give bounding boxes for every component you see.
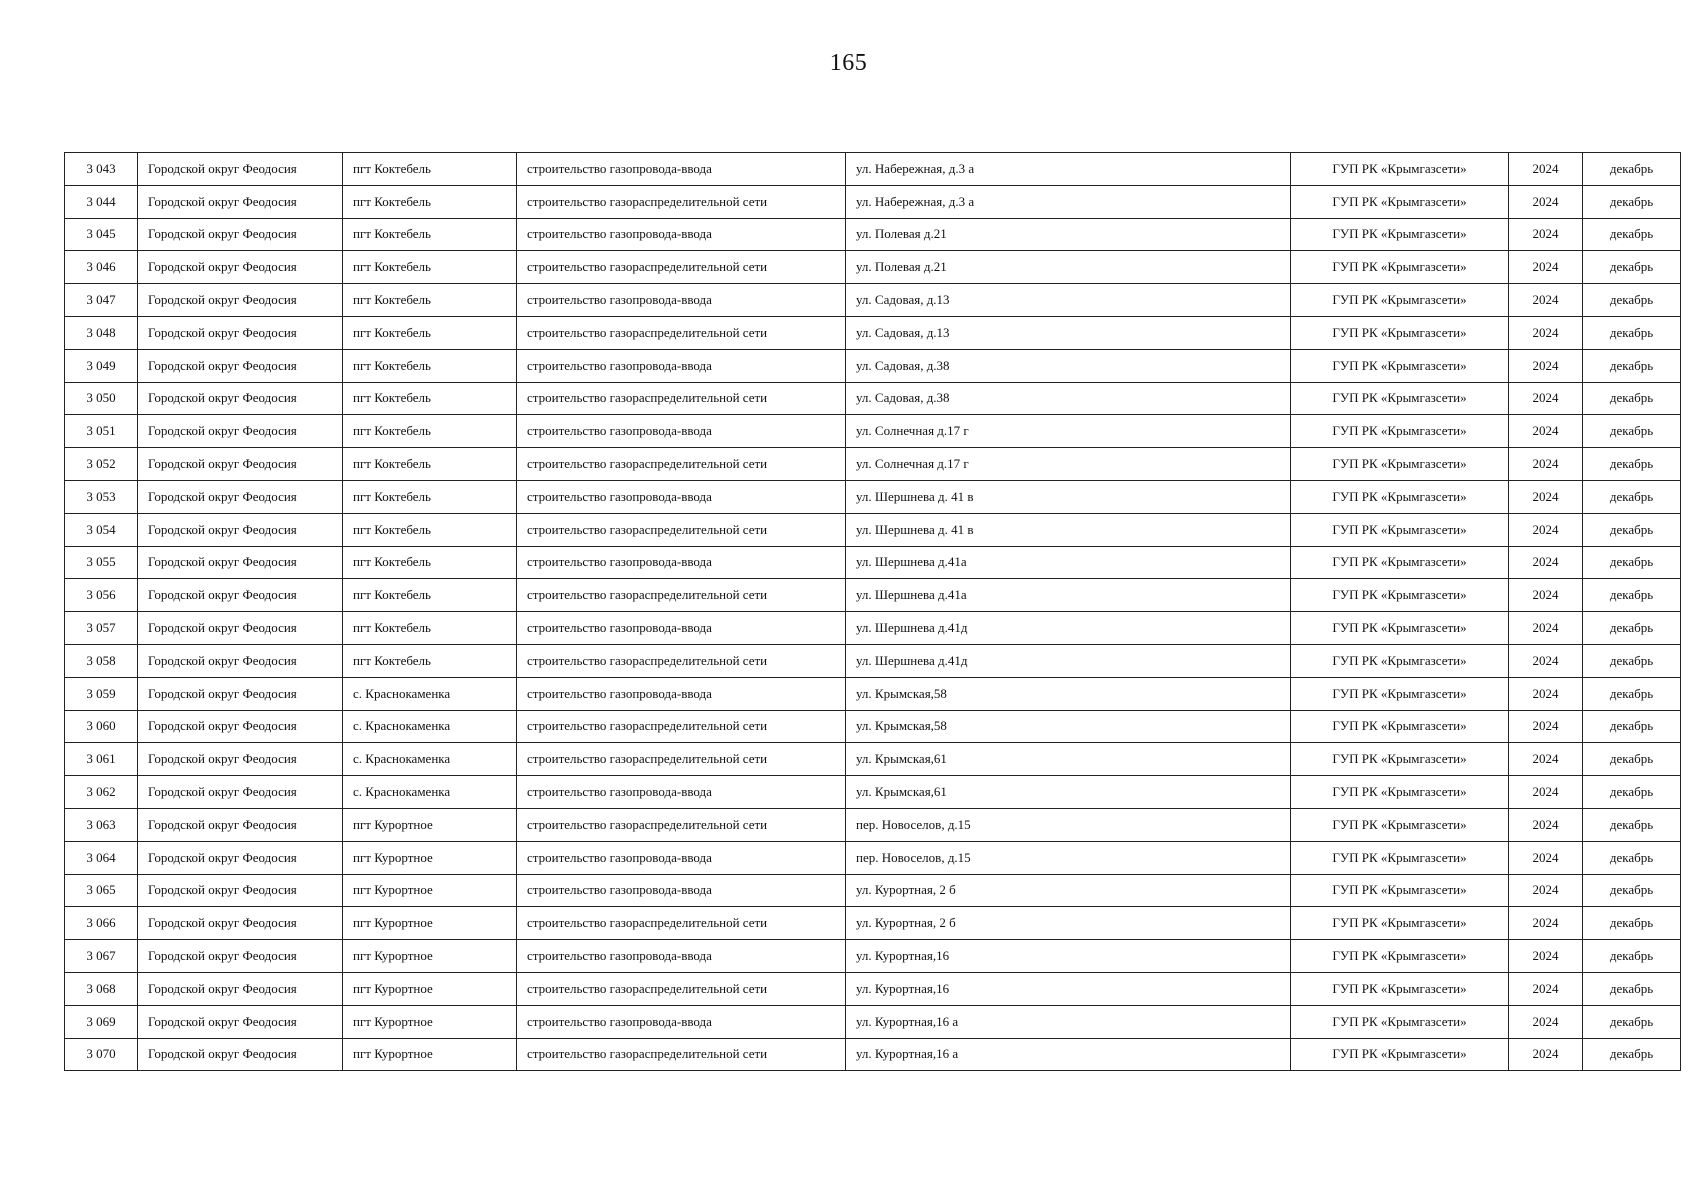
table-row: [65, 415, 1681, 448]
table-row: [65, 612, 1681, 645]
settlement-cell: пгт Курортное: [343, 940, 517, 973]
month-cell: декабрь: [1583, 251, 1681, 284]
row-number-cell: 3 065: [65, 874, 138, 907]
work-type-cell: строительство газораспределительной сети: [517, 1038, 846, 1071]
district-cell: Городской округ Феодосия: [138, 907, 343, 940]
month-cell: декабрь: [1583, 1038, 1681, 1071]
district-cell: Городской округ Феодосия: [138, 480, 343, 513]
row-number-cell: 3 050: [65, 382, 138, 415]
work-type-cell: строительство газопровода-ввода: [517, 776, 846, 809]
year-cell: 2024: [1509, 448, 1583, 481]
year-cell: 2024: [1509, 743, 1583, 776]
settlement-cell: пгт Коктебель: [343, 612, 517, 645]
organization-cell: ГУП РК «Крымгазсети»: [1291, 808, 1509, 841]
district-cell: Городской округ Феодосия: [138, 153, 343, 186]
work-type-cell: строительство газопровода-ввода: [517, 677, 846, 710]
year-cell: 2024: [1509, 940, 1583, 973]
row-number-cell: 3 069: [65, 1005, 138, 1038]
address-cell: ул. Курортная,16: [846, 940, 1291, 973]
settlement-cell: пгт Коктебель: [343, 546, 517, 579]
organization-cell: ГУП РК «Крымгазсети»: [1291, 940, 1509, 973]
table-row: [65, 546, 1681, 579]
year-cell: 2024: [1509, 776, 1583, 809]
organization-cell: ГУП РК «Крымгазсети»: [1291, 743, 1509, 776]
district-cell: Городской округ Феодосия: [138, 448, 343, 481]
table-row: [65, 349, 1681, 382]
work-type-cell: строительство газопровода-ввода: [517, 480, 846, 513]
month-cell: декабрь: [1583, 677, 1681, 710]
organization-cell: ГУП РК «Крымгазсети»: [1291, 579, 1509, 612]
organization-cell: ГУП РК «Крымгазсети»: [1291, 218, 1509, 251]
table-row: [65, 972, 1681, 1005]
organization-cell: ГУП РК «Крымгазсети»: [1291, 382, 1509, 415]
row-number-cell: 3 058: [65, 644, 138, 677]
page-number: 165: [829, 50, 868, 76]
organization-cell: ГУП РК «Крымгазсети»: [1291, 316, 1509, 349]
year-cell: 2024: [1509, 480, 1583, 513]
month-cell: декабрь: [1583, 644, 1681, 677]
organization-cell: ГУП РК «Крымгазсети»: [1291, 710, 1509, 743]
settlement-cell: пгт Коктебель: [343, 218, 517, 251]
table-row: [65, 940, 1681, 973]
year-cell: 2024: [1509, 218, 1583, 251]
month-cell: декабрь: [1583, 513, 1681, 546]
organization-cell: ГУП РК «Крымгазсети»: [1291, 415, 1509, 448]
work-type-cell: строительство газопровода-ввода: [517, 415, 846, 448]
month-cell: декабрь: [1583, 382, 1681, 415]
year-cell: 2024: [1509, 579, 1583, 612]
settlement-cell: пгт Коктебель: [343, 284, 517, 317]
address-cell: ул. Садовая, д.38: [846, 349, 1291, 382]
settlement-cell: пгт Коктебель: [343, 316, 517, 349]
district-cell: Городской округ Феодосия: [138, 382, 343, 415]
month-cell: декабрь: [1583, 579, 1681, 612]
settlement-cell: с. Краснокаменка: [343, 677, 517, 710]
district-cell: Городской округ Феодосия: [138, 513, 343, 546]
organization-cell: ГУП РК «Крымгазсети»: [1291, 513, 1509, 546]
table-row: [65, 579, 1681, 612]
work-type-cell: строительство газопровода-ввода: [517, 612, 846, 645]
table-row: [65, 1005, 1681, 1038]
table-row: [65, 1038, 1681, 1071]
organization-cell: ГУП РК «Крымгазсети»: [1291, 677, 1509, 710]
settlement-cell: пгт Коктебель: [343, 644, 517, 677]
settlement-cell: пгт Курортное: [343, 972, 517, 1005]
table-row: [65, 480, 1681, 513]
year-cell: 2024: [1509, 513, 1583, 546]
row-number-cell: 3 070: [65, 1038, 138, 1071]
table-row: [65, 710, 1681, 743]
address-cell: ул. Садовая, д.13: [846, 284, 1291, 317]
row-number-cell: 3 043: [65, 153, 138, 186]
district-cell: Городской округ Феодосия: [138, 677, 343, 710]
district-cell: Городской округ Феодосия: [138, 776, 343, 809]
address-cell: ул. Курортная,16: [846, 972, 1291, 1005]
district-cell: Городской округ Феодосия: [138, 743, 343, 776]
year-cell: 2024: [1509, 841, 1583, 874]
row-number-cell: 3 046: [65, 251, 138, 284]
work-type-cell: строительство газопровода-ввода: [517, 284, 846, 317]
month-cell: декабрь: [1583, 218, 1681, 251]
organization-cell: ГУП РК «Крымгазсети»: [1291, 185, 1509, 218]
organization-cell: ГУП РК «Крымгазсети»: [1291, 480, 1509, 513]
year-cell: 2024: [1509, 316, 1583, 349]
settlement-cell: пгт Курортное: [343, 808, 517, 841]
address-cell: ул. Крымская,61: [846, 776, 1291, 809]
work-type-cell: строительство газораспределительной сети: [517, 513, 846, 546]
month-cell: декабрь: [1583, 185, 1681, 218]
district-cell: Городской округ Феодосия: [138, 612, 343, 645]
district-cell: Городской округ Феодосия: [138, 710, 343, 743]
address-cell: пер. Новоселов, д.15: [846, 808, 1291, 841]
address-cell: ул. Крымская,61: [846, 743, 1291, 776]
settlement-cell: с. Краснокаменка: [343, 710, 517, 743]
table-row: [65, 513, 1681, 546]
table-row: [65, 808, 1681, 841]
table-row: [65, 907, 1681, 940]
row-number-cell: 3 048: [65, 316, 138, 349]
work-type-cell: строительство газопровода-ввода: [517, 940, 846, 973]
district-cell: Городской округ Феодосия: [138, 284, 343, 317]
organization-cell: ГУП РК «Крымгазсети»: [1291, 153, 1509, 186]
address-cell: ул. Шершнева д.41д: [846, 612, 1291, 645]
work-type-cell: строительство газораспределительной сети: [517, 972, 846, 1005]
work-type-cell: строительство газопровода-ввода: [517, 218, 846, 251]
work-type-cell: строительство газораспределительной сети: [517, 251, 846, 284]
organization-cell: ГУП РК «Крымгазсети»: [1291, 448, 1509, 481]
month-cell: декабрь: [1583, 907, 1681, 940]
work-type-cell: строительство газораспределительной сети: [517, 579, 846, 612]
month-cell: декабрь: [1583, 349, 1681, 382]
settlement-cell: пгт Коктебель: [343, 251, 517, 284]
settlement-cell: пгт Курортное: [343, 1038, 517, 1071]
month-cell: декабрь: [1583, 546, 1681, 579]
district-cell: Городской округ Феодосия: [138, 972, 343, 1005]
settlement-cell: пгт Коктебель: [343, 480, 517, 513]
month-cell: декабрь: [1583, 874, 1681, 907]
year-cell: 2024: [1509, 382, 1583, 415]
work-type-cell: строительство газораспределительной сети: [517, 907, 846, 940]
table-row: [65, 448, 1681, 481]
year-cell: 2024: [1509, 251, 1583, 284]
address-cell: ул. Курортная, 2 б: [846, 907, 1291, 940]
month-cell: декабрь: [1583, 972, 1681, 1005]
district-cell: Городской округ Феодосия: [138, 644, 343, 677]
settlement-cell: пгт Коктебель: [343, 153, 517, 186]
organization-cell: ГУП РК «Крымгазсети»: [1291, 349, 1509, 382]
organization-cell: ГУП РК «Крымгазсети»: [1291, 776, 1509, 809]
organization-cell: ГУП РК «Крымгазсети»: [1291, 907, 1509, 940]
organization-cell: ГУП РК «Крымгазсети»: [1291, 1038, 1509, 1071]
district-cell: Городской округ Феодосия: [138, 874, 343, 907]
settlement-cell: пгт Курортное: [343, 841, 517, 874]
work-type-cell: строительство газораспределительной сети: [517, 185, 846, 218]
month-cell: декабрь: [1583, 1005, 1681, 1038]
month-cell: декабрь: [1583, 710, 1681, 743]
year-cell: 2024: [1509, 874, 1583, 907]
work-type-cell: строительство газораспределительной сети: [517, 382, 846, 415]
settlement-cell: пгт Коктебель: [343, 349, 517, 382]
district-cell: Городской округ Феодосия: [138, 1005, 343, 1038]
address-cell: ул. Солнечная д.17 г: [846, 415, 1291, 448]
row-number-cell: 3 063: [65, 808, 138, 841]
year-cell: 2024: [1509, 153, 1583, 186]
work-type-cell: строительство газопровода-ввода: [517, 874, 846, 907]
organization-cell: ГУП РК «Крымгазсети»: [1291, 284, 1509, 317]
settlement-cell: пгт Коктебель: [343, 448, 517, 481]
district-cell: Городской округ Феодосия: [138, 940, 343, 973]
row-number-cell: 3 054: [65, 513, 138, 546]
month-cell: декабрь: [1583, 415, 1681, 448]
row-number-cell: 3 066: [65, 907, 138, 940]
address-cell: ул. Шершнева д. 41 в: [846, 480, 1291, 513]
address-cell: ул. Крымская,58: [846, 710, 1291, 743]
district-cell: Городской округ Феодосия: [138, 185, 343, 218]
address-cell: ул. Полевая д.21: [846, 218, 1291, 251]
work-type-cell: строительство газопровода-ввода: [517, 841, 846, 874]
settlement-cell: с. Краснокаменка: [343, 776, 517, 809]
table-row: [65, 382, 1681, 415]
table-row: [65, 776, 1681, 809]
row-number-cell: 3 068: [65, 972, 138, 1005]
table-row: [65, 644, 1681, 677]
address-cell: ул. Шершнева д.41а: [846, 546, 1291, 579]
address-cell: ул. Курортная, 2 б: [846, 874, 1291, 907]
year-cell: 2024: [1509, 1038, 1583, 1071]
work-type-cell: строительство газораспределительной сети: [517, 743, 846, 776]
table-row: [65, 841, 1681, 874]
month-cell: декабрь: [1583, 612, 1681, 645]
organization-cell: ГУП РК «Крымгазсети»: [1291, 1005, 1509, 1038]
schedule-table-container: [64, 152, 1681, 1071]
address-cell: ул. Солнечная д.17 г: [846, 448, 1291, 481]
row-number-cell: 3 060: [65, 710, 138, 743]
table-row: [65, 743, 1681, 776]
settlement-cell: пгт Коктебель: [343, 382, 517, 415]
year-cell: 2024: [1509, 710, 1583, 743]
district-cell: Городской округ Феодосия: [138, 841, 343, 874]
settlement-cell: пгт Коктебель: [343, 579, 517, 612]
settlement-cell: пгт Курортное: [343, 907, 517, 940]
district-cell: Городской округ Феодосия: [138, 218, 343, 251]
year-cell: 2024: [1509, 677, 1583, 710]
settlement-cell: пгт Курортное: [343, 874, 517, 907]
year-cell: 2024: [1509, 644, 1583, 677]
address-cell: ул. Набережная, д.3 а: [846, 153, 1291, 186]
row-number-cell: 3 053: [65, 480, 138, 513]
table-row: [65, 185, 1681, 218]
work-type-cell: строительство газораспределительной сети: [517, 448, 846, 481]
district-cell: Городской округ Феодосия: [138, 1038, 343, 1071]
row-number-cell: 3 044: [65, 185, 138, 218]
table-row: [65, 218, 1681, 251]
year-cell: 2024: [1509, 612, 1583, 645]
table-row: [65, 316, 1681, 349]
district-cell: Городской округ Феодосия: [138, 316, 343, 349]
address-cell: ул. Полевая д.21: [846, 251, 1291, 284]
organization-cell: ГУП РК «Крымгазсети»: [1291, 841, 1509, 874]
month-cell: декабрь: [1583, 743, 1681, 776]
district-cell: Городской округ Феодосия: [138, 251, 343, 284]
row-number-cell: 3 067: [65, 940, 138, 973]
row-number-cell: 3 055: [65, 546, 138, 579]
work-type-cell: строительство газопровода-ввода: [517, 546, 846, 579]
row-number-cell: 3 057: [65, 612, 138, 645]
year-cell: 2024: [1509, 185, 1583, 218]
month-cell: декабрь: [1583, 153, 1681, 186]
settlement-cell: пгт Коктебель: [343, 415, 517, 448]
table-body: [65, 153, 1681, 1071]
district-cell: Городской округ Феодосия: [138, 349, 343, 382]
row-number-cell: 3 062: [65, 776, 138, 809]
month-cell: декабрь: [1583, 316, 1681, 349]
address-cell: ул. Садовая, д.13: [846, 316, 1291, 349]
work-type-cell: строительство газопровода-ввода: [517, 349, 846, 382]
row-number-cell: 3 056: [65, 579, 138, 612]
settlement-cell: пгт Курортное: [343, 1005, 517, 1038]
address-cell: ул. Садовая, д.38: [846, 382, 1291, 415]
month-cell: декабрь: [1583, 480, 1681, 513]
address-cell: ул. Шершнева д.41а: [846, 579, 1291, 612]
table-row: [65, 153, 1681, 186]
organization-cell: ГУП РК «Крымгазсети»: [1291, 644, 1509, 677]
year-cell: 2024: [1509, 1005, 1583, 1038]
row-number-cell: 3 047: [65, 284, 138, 317]
table-row: [65, 874, 1681, 907]
address-cell: ул. Курортная,16 а: [846, 1038, 1291, 1071]
year-cell: 2024: [1509, 284, 1583, 317]
district-cell: Городской округ Феодосия: [138, 579, 343, 612]
row-number-cell: 3 049: [65, 349, 138, 382]
address-cell: ул. Шершнева д.41д: [846, 644, 1291, 677]
settlement-cell: пгт Коктебель: [343, 185, 517, 218]
row-number-cell: 3 045: [65, 218, 138, 251]
district-cell: Городской округ Феодосия: [138, 808, 343, 841]
row-number-cell: 3 061: [65, 743, 138, 776]
row-number-cell: 3 051: [65, 415, 138, 448]
row-number-cell: 3 059: [65, 677, 138, 710]
organization-cell: ГУП РК «Крымгазсети»: [1291, 546, 1509, 579]
work-type-cell: строительство газопровода-ввода: [517, 153, 846, 186]
address-cell: ул. Курортная,16 а: [846, 1005, 1291, 1038]
work-type-cell: строительство газораспределительной сети: [517, 316, 846, 349]
row-number-cell: 3 064: [65, 841, 138, 874]
work-type-cell: строительство газораспределительной сети: [517, 710, 846, 743]
address-cell: ул. Шершнева д. 41 в: [846, 513, 1291, 546]
address-cell: ул. Крымская,58: [846, 677, 1291, 710]
work-type-cell: строительство газораспределительной сети: [517, 808, 846, 841]
work-type-cell: строительство газопровода-ввода: [517, 1005, 846, 1038]
settlement-cell: пгт Коктебель: [343, 513, 517, 546]
work-type-cell: строительство газораспределительной сети: [517, 644, 846, 677]
year-cell: 2024: [1509, 415, 1583, 448]
address-cell: пер. Новоселов, д.15: [846, 841, 1291, 874]
organization-cell: ГУП РК «Крымгазсети»: [1291, 874, 1509, 907]
month-cell: декабрь: [1583, 808, 1681, 841]
year-cell: 2024: [1509, 808, 1583, 841]
row-number-cell: 3 052: [65, 448, 138, 481]
organization-cell: ГУП РК «Крымгазсети»: [1291, 251, 1509, 284]
year-cell: 2024: [1509, 349, 1583, 382]
organization-cell: ГУП РК «Крымгазсети»: [1291, 612, 1509, 645]
address-cell: ул. Набережная, д.3 а: [846, 185, 1291, 218]
table-row: [65, 284, 1681, 317]
month-cell: декабрь: [1583, 284, 1681, 317]
year-cell: 2024: [1509, 972, 1583, 1005]
organization-cell: ГУП РК «Крымгазсети»: [1291, 972, 1509, 1005]
district-cell: Городской округ Феодосия: [138, 415, 343, 448]
month-cell: декабрь: [1583, 448, 1681, 481]
settlement-cell: с. Краснокаменка: [343, 743, 517, 776]
year-cell: 2024: [1509, 907, 1583, 940]
month-cell: декабрь: [1583, 776, 1681, 809]
year-cell: 2024: [1509, 546, 1583, 579]
table-row: [65, 251, 1681, 284]
district-cell: Городской округ Феодосия: [138, 546, 343, 579]
table-row: [65, 677, 1681, 710]
month-cell: декабрь: [1583, 940, 1681, 973]
schedule-table: [64, 152, 1681, 1071]
month-cell: декабрь: [1583, 841, 1681, 874]
